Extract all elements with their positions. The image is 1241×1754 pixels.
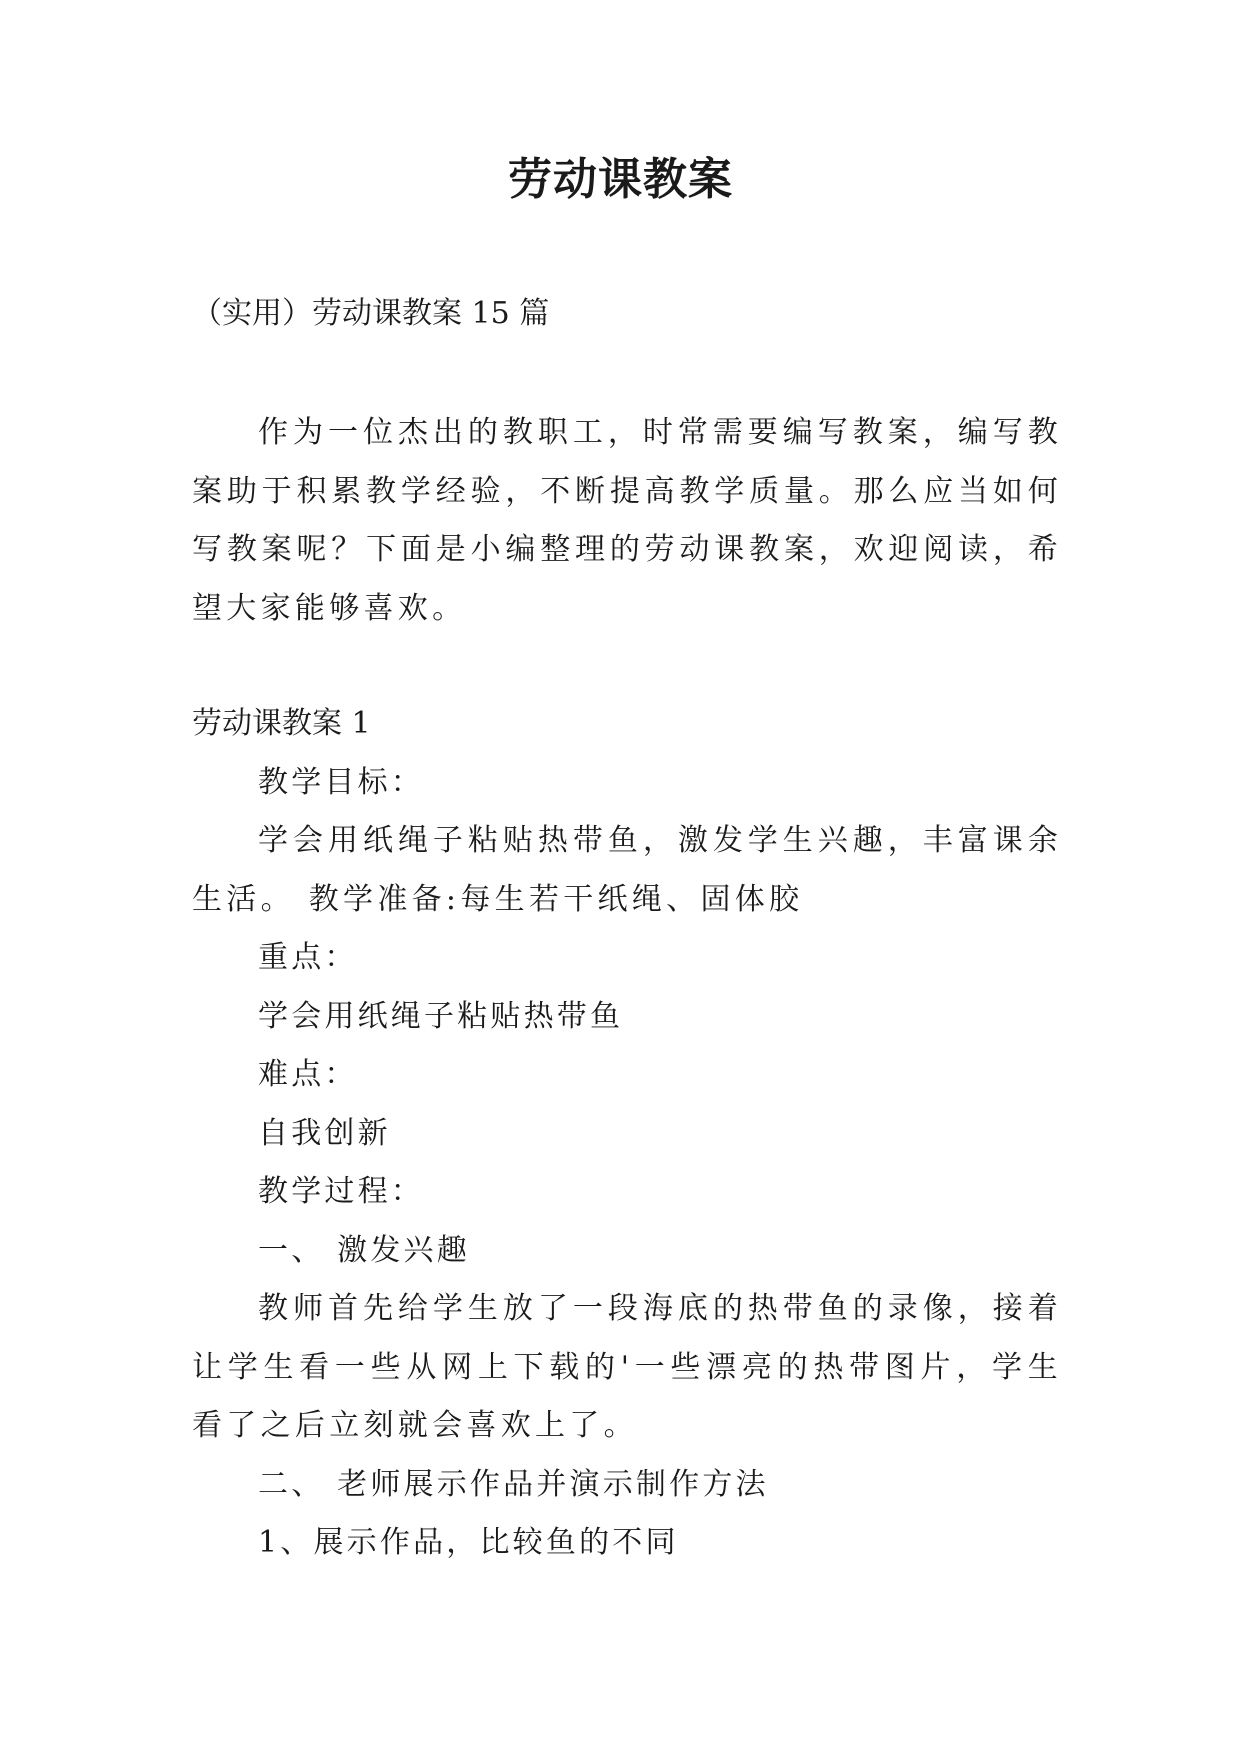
process-label: 教学过程： bbox=[258, 1174, 424, 1209]
document-title: 劳动课教案 bbox=[508, 154, 733, 205]
section-heading: 劳动课教案 1 bbox=[192, 706, 371, 741]
goal-label: 教学目标： bbox=[258, 764, 424, 800]
intro-paragraph: 作为一位杰出的教职工，时常需要编写教案，编写教案助于积累教学经验，不断提高教学质量。那么应当如何写教案呢？下面是小编整理的劳动课教案，欢迎阅读，希望大家能够喜欢。 bbox=[192, 415, 1062, 626]
lesson-plan-1 bbox=[192, 695, 1062, 1573]
difficulty-text: 自我创新 bbox=[258, 1115, 391, 1151]
goal-text: 学会用纸绳子粘贴热带鱼，激发学生兴趣，丰富课余生活。 教学准备:每生若干纸绳、固体胶 bbox=[192, 823, 1062, 917]
step-2-item-1: 1、展示作品，比较鱼的不同 bbox=[258, 1525, 679, 1560]
document-subtitle: （实用）劳动课教案 15 篇 bbox=[192, 296, 550, 331]
key-label: 重点： bbox=[258, 940, 358, 975]
step-1-heading: 一、 激发兴趣 bbox=[258, 1232, 470, 1268]
key-text: 学会用纸绳子粘贴热带鱼 bbox=[258, 998, 624, 1034]
step-2-heading: 二、 老师展示作品并演示制作方法 bbox=[258, 1466, 769, 1502]
difficulty-label: 难点： bbox=[258, 1057, 358, 1092]
step-1-text: 教师首先给学生放了一段海底的热带鱼的录像，接着让学生看一些从网上下载的'一些漂亮的热带图片，学生看了之后立刻就会喜欢上了。 bbox=[192, 1291, 1062, 1443]
